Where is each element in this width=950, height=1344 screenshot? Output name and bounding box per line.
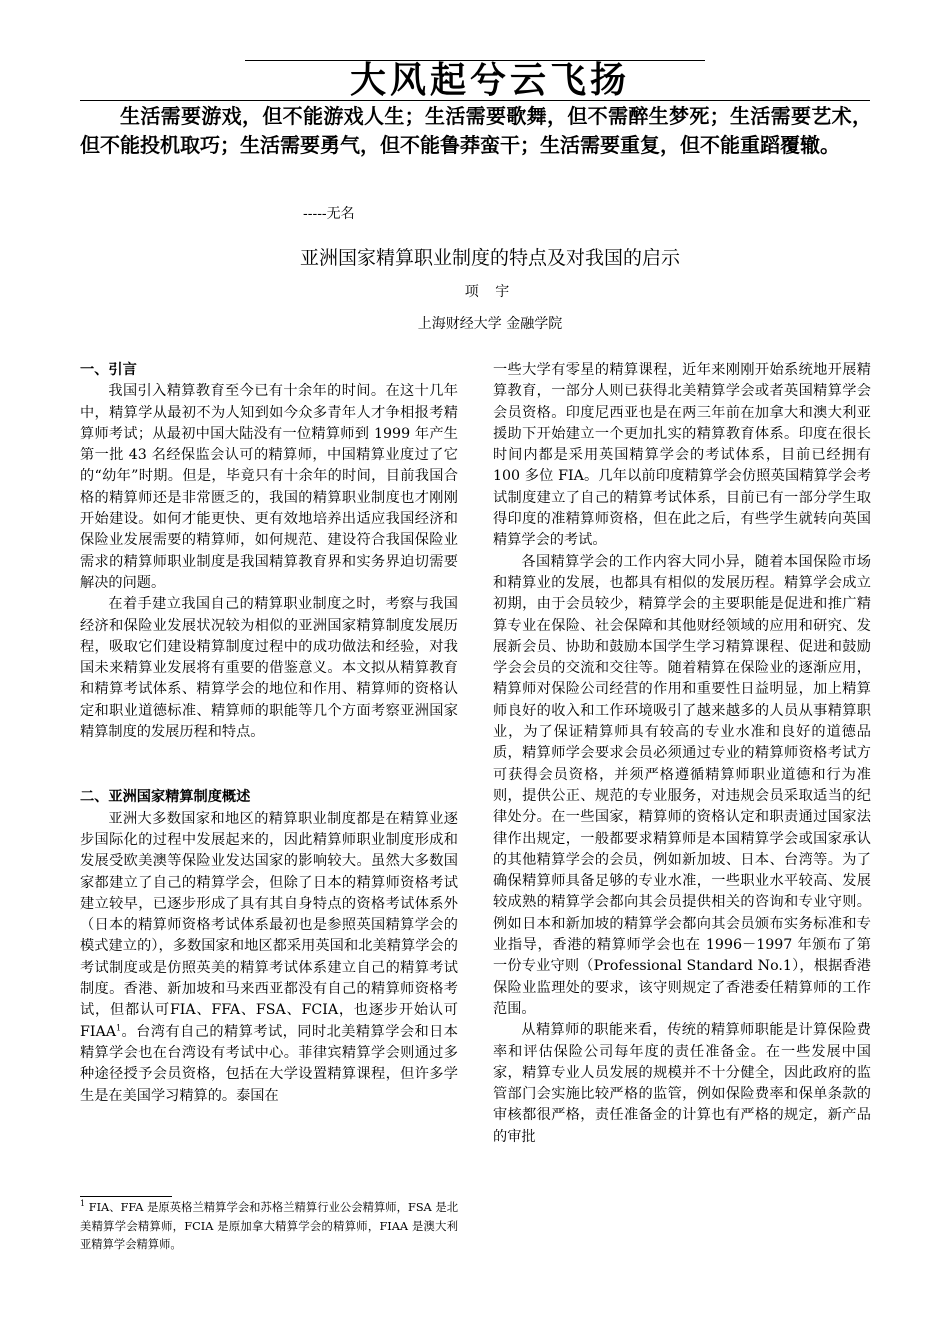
left-column <box>80 360 458 1107</box>
banner-bottom-rule <box>80 100 870 101</box>
section-heading-overview: 二、亚洲国家精算制度概述 <box>80 789 251 806</box>
footnote-text: FIA、FFA 是原英格兰精算学会和苏格兰精算行业公会精算师，FSA 是北美精算学会精算师，FCIA 是原加拿大精算学会的精算师，FIAA 是澳大利亚精算学会精算师。 <box>80 1201 458 1251</box>
banner-calligraphy: 大风起兮云飞扬 <box>349 59 630 101</box>
epigraph-signature: -----无名 <box>303 206 355 222</box>
footnote-reference[interactable]: 1 <box>115 1022 122 1032</box>
section-heading-intro: 一、引言 <box>80 362 137 378</box>
right-column <box>493 360 871 1148</box>
paragraph-text: 亚洲大多数国家和地区的精算职业制度都是在精算业逐步国际化的过程中发展起来的，因此精算师职业制度形成和发展受欧美澳等保险业发达国家的影响较大。虽然大多数国家都建立了自己的精算学会，但除了日本的精算师资格考试建立较早，已逐步形成了具有其自身特点的资格考试体系外（日本的精算师资格考试体系最初也是参照英国精算学会的模式建立的），多数国家和地区都采用英国和北美精算学会的考试制度或是仿照英美的精算考试体系建立自己的精算考试制度。香港、新加坡和马来西亚都没有自己的精算师资格考试，但都认可FIA、FFA、FSA、FCIA，也逐步开始认可 FIAA <box>80 810 458 1040</box>
footnote <box>80 1199 458 1255</box>
footnote-separator <box>80 1196 172 1197</box>
footnote-marker: 1 <box>80 1199 86 1209</box>
article-institution: 上海财经大学 金融学院 <box>417 316 563 332</box>
paragraph: 一些大学有零星的精算课程，近年来刚刚开始系统地开展精算教育，一部分人则已获得北美精算学会或者英国精算学会会员资格。印度尼西亚也是在两三年前在加拿大和澳大利亚援助下开始建立一个更加扎实的精算教育体系。印度在很长时间内都是采用英国精算学会的考试体系，目前已经拥有 100 多位 FIA。几年以前印度精算学会仿照英国精算学会考试制度建立了自己的精算考试体系，目前已有一部分学生取得印度的准精算师资格，但在此之后，有些学生就转向英国精算学会的考试。 <box>493 362 871 549</box>
paragraph: 从精算师的职能来看，传统的精算师职能是计算保险费率和评估保险公司每年度的责任准备金。在一些发展中国家，精算专业人员发展的规模并不十分健全，因此政府的监管部门会实施比较严格的监管，例如保险费率和保单条款的审核都很严格，责任准备金的计算也有严格的规定，新产品的审批 <box>493 1022 871 1145</box>
paragraph: 我国引入精算教育至今已有十余年的时间。在这十几年中，精算学从最初不为人知到如今众多青年人才争相报考精算师考试；从最初中国大陆没有一位精算师到 1999 年产生第一批 43 名经保监会认可的精算师，中国精算业度过了它的“幼年”时期。但是，毕竟只有十余年的时间，目前我国合格的精算师还是非常匮乏的，我国的精算职业制度也才刚刚开始建设。如何才能更快、更有效地培养出适应我国经济和保险业发展需要的精算师，如何规范、建设符合我国保险业需求的精算师职业制度是我国精算教育界和实务界迫切需要解决的问题。 <box>80 383 458 591</box>
paragraph: 在着手建立我国自己的精算职业制度之时，考察与我国经济和保险业发展状况较为相似的亚洲国家精算制度发展历程，吸取它们建设精算制度过程中的成功做法和经验，对我国未来精算业发展将有重要的借鉴意义。本文拟从精算教育和精算考试体系、精算学会的地位和作用、精算师的资格认定和职业道德标准、精算师的职能等几个方面考察亚洲国家精算制度的发展历程和特点。 <box>80 596 458 741</box>
epigraph-quote: 生活需要游戏，但不能游戏人生；生活需要歌舞，但不需醉生梦死；生活需要艺术，但不能投机取巧；生活需要勇气，但不能鲁莽蛮干；生活需要重复，但不能重蹈覆辙。 <box>80 104 872 157</box>
article-author: 项 宇 <box>464 284 516 300</box>
article-title: 亚洲国家精算职业制度的特点及对我国的启示 <box>299 247 680 269</box>
paragraph <box>80 809 458 1107</box>
paragraph-text: 。台湾有自己的精算考试，同时北美精算学会和日本精算学会也在台湾设有考试中心。菲律宾精算学会则通过多种途径授予会员资格，包括在大学设置精算课程，但许多学生是在美国学习精算的。泰国在 <box>80 1023 458 1104</box>
paragraph: 各国精算学会的工作内容大同小异，随着本国保险市场和精算业的发展，也都具有相似的发展历程。精算学会成立初期，由于会员较少，精算学会的主要职能是促进和推广精算专业在保险、社会保障和其他财经领域的应用和研究、发展新会员、协助和鼓励本国学生学习精算课程、促进和鼓励学会会员的交流和交往等。随着精算在保险业的逐渐应用，精算师对保险公司经营的作用和重要性日益明显，加上精算师良好的收入和工作环境吸引了越来越多的人员从事精算职业，为了保证精算师具有较高的专业水准和良好的道德品质，精算师学会要求会员必须通过专业的精算师资格考试方可获得会员资格，并须严格遵循精算师职业道德和行为准则，提供公正、规范的专业服务，对违规会员采取适当的纪律处分。在一些国家，精算师的资格认定和职责通过国家法律作出规定，一般都要求精算师是本国精算学会或国家承认的其他精算学会的会员，例如新加坡、日本、台湾等。为了确保精算师具备足够的专业水准，一些职业水平较高、发展较成熟的精算学会都向其会员提供相关的咨询和专业守则。例如日本和新加坡的精算学会都向其会员颁布实务标准和专业指导，香港的精算师学会也在 1996－1997 年颁布了第一份专业守则（Professional Standard No.1），根据香港保险业监理处的要求，该守则规定了香港委任精算师的工作范围。 <box>493 553 871 1017</box>
